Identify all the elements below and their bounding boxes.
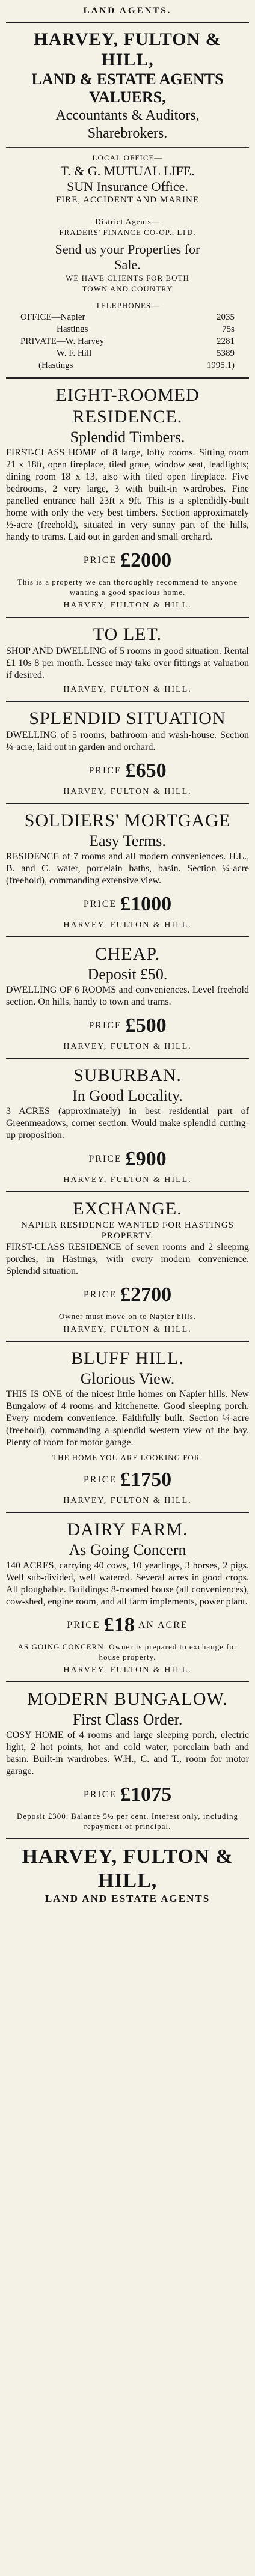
local-office-label: LOCAL OFFICE—: [92, 153, 163, 162]
price-label: PRICE: [83, 555, 117, 565]
listing-cheap: [6, 943, 249, 1052]
price-line: [6, 1469, 249, 1491]
firm-tagline4: Sharebrokers.: [87, 126, 168, 141]
listing-eight-roomed: [6, 385, 249, 611]
listing-to-let: [6, 624, 249, 695]
listing-signature: HARVEY, FULTON & HILL.: [63, 1325, 192, 1334]
send-line4: TOWN AND COUNTRY: [82, 284, 173, 293]
listing-title: SUBURBAN.: [73, 1065, 182, 1085]
listing-signature: HARVEY, FULTON & HILL.: [63, 1666, 192, 1675]
price-label: PRICE: [83, 1290, 117, 1300]
telephones-block: [6, 300, 249, 371]
listing-title: SPLENDID SITUATION: [29, 708, 226, 728]
telephone-label: Hastings: [57, 324, 88, 334]
divider: [6, 803, 249, 804]
listing-body: DWELLING of 5 rooms, bathroom and wash-house. Section ¼-acre, laid out in garden and orchard.: [6, 730, 249, 752]
listing-title: DAIRY FARM.: [67, 1520, 188, 1539]
price-line: [6, 1014, 249, 1037]
telephone-row: [6, 347, 249, 359]
listing-subtitle: In Good Locality.: [72, 1087, 183, 1104]
telephone-number: 75s: [222, 324, 235, 334]
listing-signature: HARVEY, FULTON & HILL.: [63, 1496, 192, 1505]
footer-tagline: LAND AND ESTATE AGENTS: [45, 1893, 210, 1904]
divider: [6, 701, 249, 702]
listing-bluff-hill: [6, 1348, 249, 1506]
local-office-block: [6, 153, 249, 206]
listing-title: EXCHANGE.: [73, 1199, 182, 1219]
divider: [6, 1058, 249, 1059]
telephone-row: [6, 311, 249, 323]
divider: [6, 617, 249, 618]
listing-body: SHOP AND DWELLING of 5 rooms in good situation. Rental £1 10s 8 per month. Lessee may take over fittings at valuation if desired.: [6, 646, 249, 680]
district-agents-label: District Agents—: [95, 217, 160, 226]
listing-signature: HARVEY, FULTON & HILL.: [63, 1175, 192, 1184]
listing-subtitle: NAPIER RESIDENCE WANTED FOR HASTINGS PROPERTY.: [20, 1220, 235, 1241]
listing-title: TO LET.: [93, 624, 162, 644]
send-block: [6, 242, 249, 294]
section-header: LAND AGENTS.: [83, 6, 172, 16]
send-line2: Sale.: [114, 257, 141, 272]
divider: [6, 377, 249, 379]
district-agents-name: FRADERS' FINANCE CO-OP., LTD.: [59, 228, 196, 237]
price-label: PRICE: [83, 1789, 117, 1800]
listing-splendid-situation: [6, 708, 249, 797]
divider: [6, 1512, 249, 1513]
firm-name-line2: HILL,: [101, 50, 154, 70]
local-office-line1: T. & G. MUTUAL LIFE.: [60, 163, 195, 178]
price-value: £900: [125, 1148, 167, 1170]
price-value: £2700: [120, 1283, 172, 1306]
divider: [6, 936, 249, 937]
price-line: [6, 760, 249, 782]
district-agents-block: [6, 216, 249, 238]
listing-body: COSY HOME of 4 rooms and large sleeping porch, electric light, 2 hot points, hot and cold water, porcelain bath and basin. Built-in wardrobes. W.H., C. and T., room for motor garage.: [6, 1730, 249, 1776]
price-label: PRICE: [88, 1020, 122, 1031]
price-line: [6, 1614, 249, 1637]
price-label: PRICE: [83, 1475, 117, 1485]
listing-body: 140 ACRES, carrying 40 cows, 10 yearlings, 3 horses, 2 pigs. Well sub-divided, well watered. Several acres in good crops. All ploughable. Buildings: 8-roomed house (all conveniences), cow-shed, engine room, and all farm implements, power plant.: [6, 1561, 249, 1607]
listing-title: MODERN BUNGALOW.: [27, 1689, 228, 1709]
listing-note: Deposit £300. Balance 5½ per cent. Interest only, including repayment of principal.: [17, 1812, 238, 1831]
price-value: £2000: [120, 549, 172, 571]
divider: [6, 1191, 249, 1192]
listing-subtitle: Glorious View.: [80, 1370, 175, 1387]
telephone-label: OFFICE—Napier: [20, 312, 85, 322]
price-label: PRICE: [88, 766, 122, 776]
price-value: £1075: [120, 1783, 172, 1806]
price-line: [6, 1148, 249, 1171]
divider: [6, 1681, 249, 1682]
listing-signature: HARVEY, FULTON & HILL.: [63, 601, 192, 610]
listing-body: THIS IS ONE of the nicest little homes on Napier hills. New Bungalow of 4 rooms and kitchenette. Good sleeping porch. Every modern convenience. Faithfully built. Section ¼-acre (freehold), commanding a splendid western view of the bay. Plenty of room for motor garage.: [6, 1389, 249, 1448]
price-label: PRICE: [83, 899, 117, 909]
listing-subtitle: As Going Concern: [69, 1541, 186, 1559]
price-line: [6, 549, 249, 572]
local-office-line2: SUN Insurance Office.: [67, 179, 188, 194]
telephone-row: [6, 359, 249, 371]
listing-signature: HARVEY, FULTON & HILL.: [63, 685, 192, 694]
listing-signature: HARVEY, FULTON & HILL.: [63, 787, 192, 796]
listing-note: Owner must move on to Napier hills.: [58, 1312, 197, 1321]
listing-modern-bungalow: [6, 1688, 249, 1832]
telephone-number: 5389: [217, 349, 235, 358]
telephone-label: (Hastings: [38, 361, 73, 370]
local-office-line3: FIRE, ACCIDENT AND MARINE: [55, 195, 200, 205]
price-value: £1000: [120, 893, 172, 915]
price-suffix: AN ACRE: [138, 1620, 188, 1630]
price-value: £500: [125, 1014, 167, 1037]
price-line: [6, 1783, 249, 1806]
telephone-number: 1995.1): [206, 361, 235, 370]
telephone-row: [6, 335, 249, 347]
listing-note: This is a property we can thoroughly recommend to anyone wanting a good spacious home.: [17, 577, 238, 597]
listing-body: RESIDENCE of 7 rooms and all modern conveniences. H.L., B. and C. water, porcelain baths, basin. Section ¼-acre (freehold), commanding extensive view.: [6, 851, 249, 886]
listing-soldiers-mortgage: [6, 810, 249, 930]
telephone-label: PRIVATE—W. Harvey: [20, 336, 105, 346]
telephone-label: W. F. Hill: [57, 349, 92, 358]
listing-note: THE HOME YOU ARE LOOKING FOR.: [52, 1453, 203, 1462]
listing-subtitle: Deposit £50.: [87, 966, 168, 983]
listing-body: FIRST-CLASS HOME of 8 large, lofty rooms. Sitting room 21 x 18ft, open fireplace, tiled grate, window seat, leadlights; dining room 18 x 13, also with tiled open fireplace. Five bedrooms, 2 very large, 3 with built-in wardrobes. Fine panelled entrance hall 23ft x 9ft. This is a splendidly-built home with only the very best timbers. Section approximately ½-acre (freehold), situated in very sunny part of the hills, handy to trams. Laid out in garden and small orchard.: [6, 448, 249, 542]
divider: [6, 22, 249, 23]
listing-suburban: [6, 1065, 249, 1185]
firm-tagline1: LAND & ESTATE AGENTS: [31, 70, 224, 88]
telephone-number: 2281: [217, 336, 235, 346]
price-value: £1750: [120, 1469, 172, 1491]
divider: [6, 1838, 249, 1839]
listing-dairy-farm: [6, 1519, 249, 1675]
listing-exchange: [6, 1198, 249, 1335]
listing-body: 3 ACRES (approximately) in best residential part of Greenmeadows, corner section. Would make splendid cutting-up proposition.: [6, 1106, 249, 1140]
listing-title: SOLDIERS' MORTGAGE: [24, 811, 231, 830]
divider: [6, 1341, 249, 1342]
firm-tagline2: VALUERS,: [89, 88, 166, 106]
telephones-label: TELEPHONES—: [95, 301, 160, 310]
price-value: £650: [125, 760, 167, 782]
listing-subtitle2: Splendid Timbers.: [70, 428, 185, 446]
column-content: [6, 6, 249, 1905]
listing-body: FIRST-CLASS RESIDENCE of seven rooms and 2 sleeping porches, in Hastings, with every modern convenience. Splendid situation.: [6, 1242, 249, 1276]
send-line1: Send us your Properties for: [55, 242, 200, 257]
footer-name-line1: HARVEY, FULTON &: [22, 1845, 233, 1868]
listing-title: CHEAP.: [94, 944, 161, 964]
price-label: PRICE: [67, 1620, 100, 1630]
divider: [6, 147, 249, 148]
firm-tagline3: Accountants & Auditors,: [55, 108, 200, 123]
footer-name-line2: HILL,: [97, 1869, 158, 1892]
listing-subtitle: Easy Terms.: [89, 832, 166, 850]
price-label: PRICE: [88, 1154, 122, 1164]
listing-title: BLUFF HILL.: [71, 1348, 184, 1368]
listing-signature: HARVEY, FULTON & HILL.: [63, 921, 192, 930]
firm-name-line1: HARVEY, FULTON &: [34, 29, 221, 49]
firm-block: [6, 29, 249, 142]
listing-body: DWELLING OF 6 ROOMS and conveniences. Level freehold section. On hills, handy to town and trams.: [6, 985, 249, 1007]
price-line: [6, 1283, 249, 1306]
send-line3: WE HAVE CLIENTS FOR BOTH: [66, 273, 189, 282]
footer-firm: [6, 1845, 249, 1905]
telephone-number: 2035: [217, 312, 235, 322]
telephone-row: [6, 323, 249, 335]
listing-note: AS GOING CONCERN. Owner is prepared to exchange for house property.: [17, 1642, 238, 1661]
listing-signature: HARVEY, FULTON & HILL.: [63, 1042, 192, 1051]
listing-subtitle: First Class Order.: [72, 1711, 183, 1728]
listing-title: EIGHT-ROOMED: [55, 385, 200, 405]
price-line: [6, 893, 249, 916]
listing-subtitle: RESIDENCE.: [72, 407, 183, 427]
price-value: £18: [103, 1614, 135, 1636]
